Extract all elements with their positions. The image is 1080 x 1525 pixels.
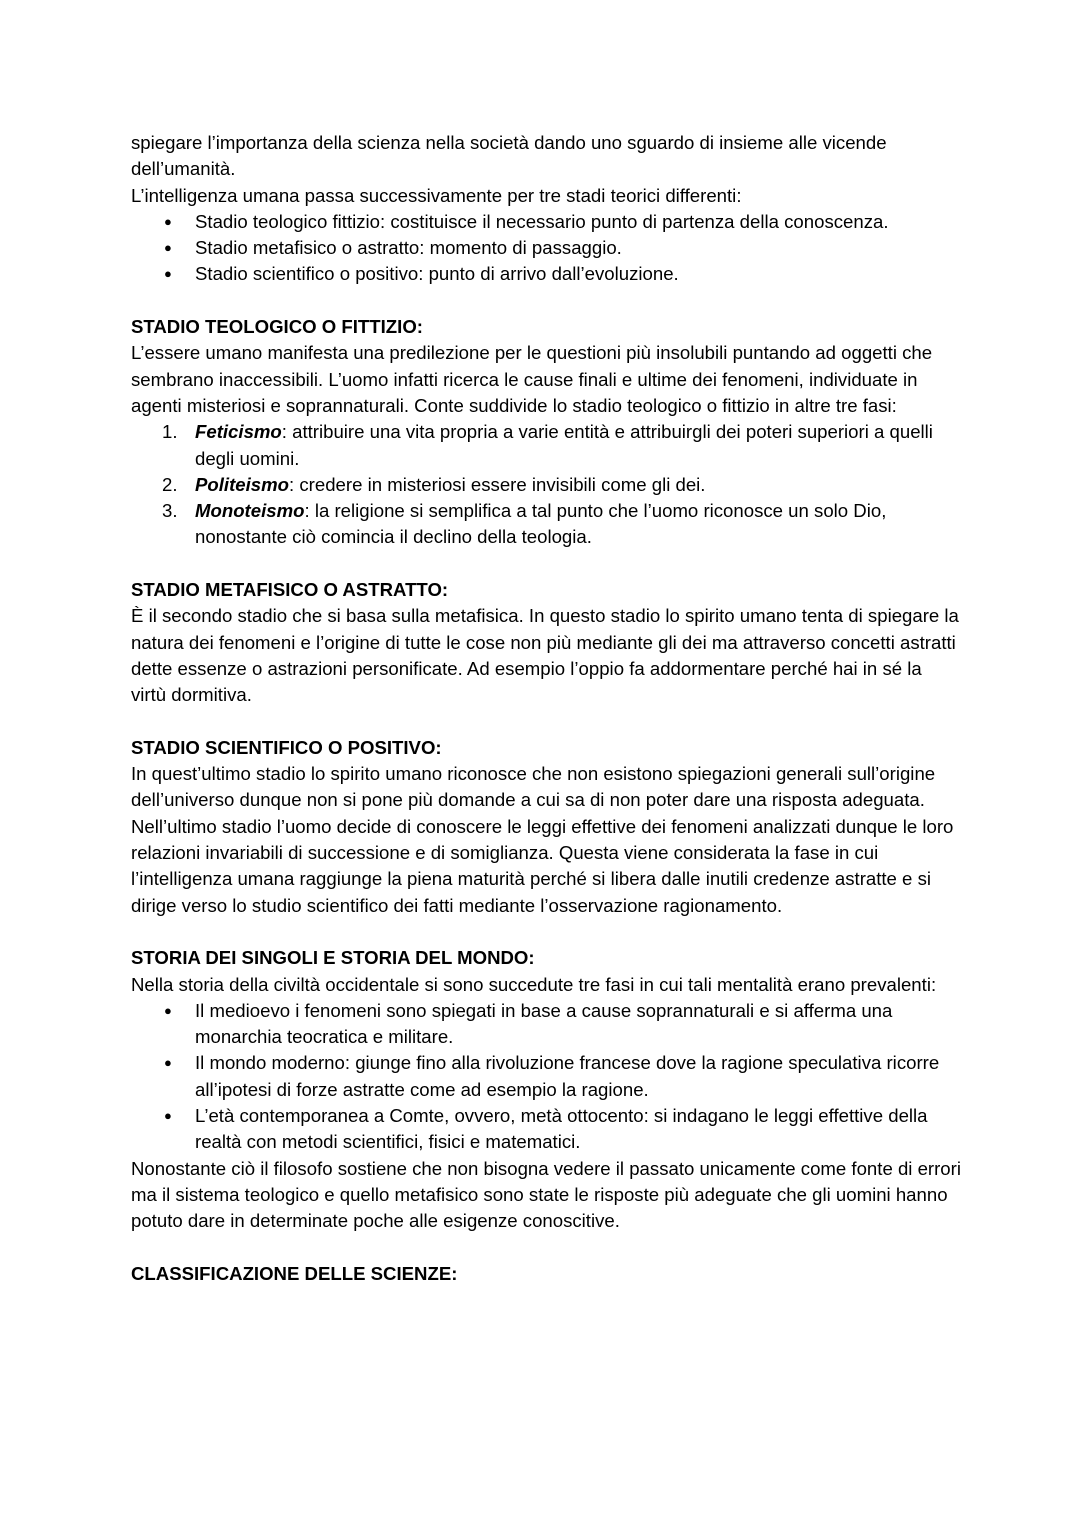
spacer xyxy=(131,1234,961,1260)
heading-scientifico: STADIO SCIENTIFICO O POSITIVO: xyxy=(131,736,442,758)
list-item: ● Il medioevo i fenomeni sono spiegati in base a cause soprannaturali e si afferma una monarchia teocratica e militare. xyxy=(195,998,961,1051)
intro-paragraph: spiegare l’importanza della scienza nella società dando uno sguardo di insieme alle vicende dell’umanità. xyxy=(131,132,887,180)
term-description: : credere in misteriosi essere invisibili come gli dei. xyxy=(289,473,706,495)
spacer xyxy=(131,919,961,945)
term-description: : attribuire una vita propria a varie entità e attribuirgli dei poteri superiori a quelli degli uomini. xyxy=(195,421,933,469)
list-item xyxy=(162,498,961,551)
metafisico-paragraph: È il secondo stadio che si basa sulla metafisica. In questo stadio lo spirito umano tenta di spiegare la natura dei fenomeni e l’origine di tutte le cose non più mediante gli dei ma attraverso concetti astratti dette essenze o astrazioni personificate. Ad esempio l’oppio fa addormentare perché hai in sé la virtù dormitiva. xyxy=(131,605,959,706)
term-monoteismo: Monoteismo xyxy=(195,500,305,522)
list-item: ● L’età contemporanea a Comte, ovvero, metà ottocento: si indagano le leggi effettive della realtà con metodi scientifici, fisici e matematici. xyxy=(195,1103,961,1156)
storia-bullet-list xyxy=(131,998,961,1156)
term-description: : la religione si semplifica a tal punto che l’uomo riconosce un solo Dio, nonostante ciò comincia il declino della teologia. xyxy=(195,500,887,548)
list-item: ● Stadio scientifico o positivo: punto di arrivo dall’evoluzione. xyxy=(195,261,961,287)
teologico-phases-list xyxy=(131,419,961,550)
heading-classificazione: CLASSIFICAZIONE DELLE SCIENZE: xyxy=(131,1262,458,1284)
term-feticismo: Feticismo xyxy=(195,421,282,443)
spacer xyxy=(131,288,961,314)
teologico-paragraph: L’essere umano manifesta una predilezione per le questioni più insolubili puntando ad oggetti che sembrano inaccessibili. L’uomo infatti ricerca le cause finali e ultime dei fenomeni, individuate in agenti misteriosi e soprannaturali. Conte suddivide lo stadio teologico o fittizio in altre tre fasi: xyxy=(131,342,933,416)
storia-closing-paragraph: Nonostante ciò il filosofo sostiene che non bisogna vedere il passato unicamente come fonte di errori ma il sistema teologico e quello metafisico sono state le risposte più adeguate che gli uomini hanno potuto dare in determinate poche alle esigenze conoscitive. xyxy=(131,1157,961,1232)
list-item xyxy=(162,419,961,472)
list-number: 1. xyxy=(162,421,178,443)
list-item: ● Stadio teologico fittizio: costituisce il necessario punto di partenza della conoscenza. xyxy=(195,209,961,235)
scientifico-paragraph-1: In quest’ultimo stadio lo spirito umano riconosce che non esistono spiegazioni generali sull’origine dell’universo dunque non si pone più domande a cui sa di non poter dare una risposta adeguata. xyxy=(131,763,936,811)
list-number: 3. xyxy=(162,500,178,522)
stages-bullet-list xyxy=(131,209,961,288)
term-politeismo: Politeismo xyxy=(195,473,290,495)
heading-teologico: STADIO TEOLOGICO O FITTIZIO: xyxy=(131,316,423,338)
list-number: 2. xyxy=(162,473,178,495)
spacer xyxy=(131,551,961,577)
list-item: ● Il mondo moderno: giunge fino alla rivoluzione francese dove la ragione speculativa ricorre all’ipotesi di forze astratte come ad esempio la ragione. xyxy=(195,1050,961,1103)
list-item xyxy=(162,472,961,498)
spacer xyxy=(131,709,961,735)
list-item: ● Stadio metafisico o astratto: momento di passaggio. xyxy=(195,235,961,261)
storia-paragraph: Nella storia della civiltà occidentale si sono succedute tre fasi in cui tali mentalità erano prevalenti: xyxy=(131,973,937,995)
scientifico-paragraph-2: Nell’ultimo stadio l’uomo decide di conoscere le leggi effettive dei fenomeni analizzati dunque le loro relazioni invariabili di successione e di somiglianza. Questa viene considerata la fase in cui l’intelligenza umana raggiunge la piena maturità perché si libera dalle inutili credenze astratte e si dirige verso lo studio scientifico dei fatti mediante l’osservazione ragionamento. xyxy=(131,815,954,916)
heading-storia: STORIA DEI SINGOLI E STORIA DEL MONDO: xyxy=(131,947,535,969)
document-page xyxy=(131,130,961,1287)
intro-stages-paragraph: L’intelligenza umana passa successivamente per tre stadi teorici differenti: xyxy=(131,184,742,206)
heading-metafisico: STADIO METAFISICO O ASTRATTO: xyxy=(131,579,449,601)
